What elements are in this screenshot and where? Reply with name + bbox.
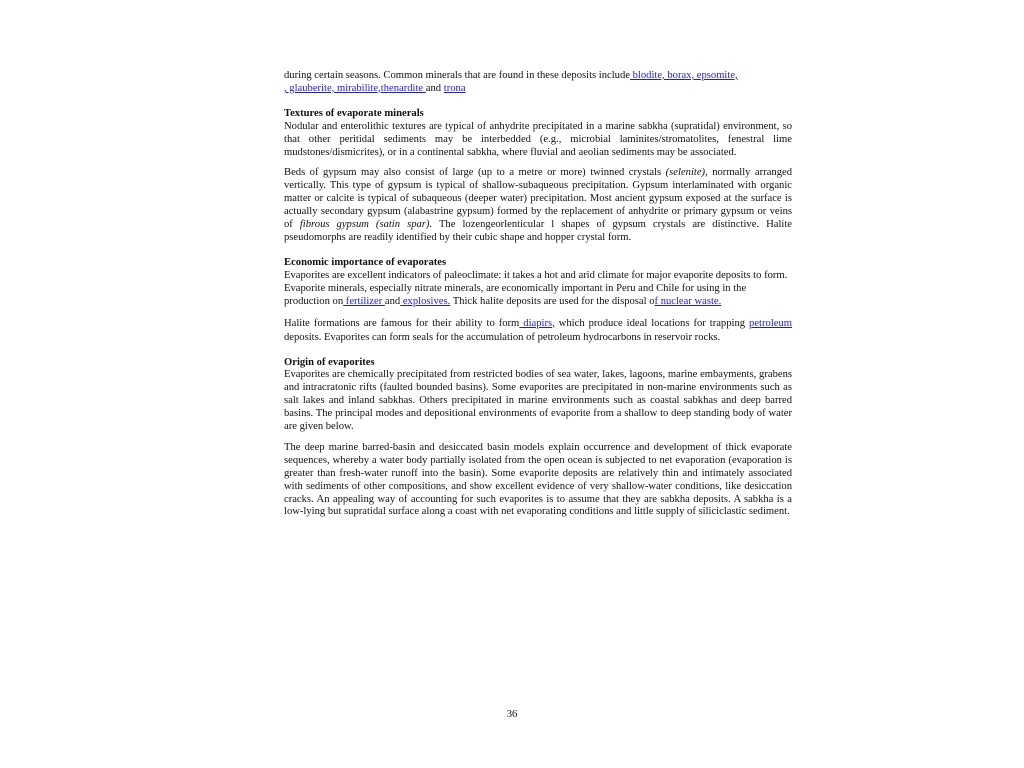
link-diapirs[interactable]: diapirs, [519, 317, 555, 329]
intro-paragraph [284, 70, 792, 96]
economic-p2-text-b: which produce ideal locations for trapping [554, 317, 750, 329]
link-minerals-2[interactable]: , glauberite, mirabilite,thenardite [284, 82, 426, 94]
selenite-term: (selenite), [665, 167, 708, 179]
link-explosives[interactable]: explosives. [400, 295, 451, 307]
link-minerals-1[interactable]: blodite, borax, epsomite, [629, 70, 738, 81]
intro-text: during certain seasons. Common minerals that are found in these deposits include [284, 70, 630, 81]
textures-paragraph-1: Nodular and enterolithic textures are typical of anhydrite precipitated in a marine sabkha (supratidal) environment, so that other peritidal sediments may be interbedded (e.g., microbial laminites/stromatolites, fenestral lime mudstones/dismicrites), or in a continental sabkha, where fluvial and aeolian sediments may be associated. [284, 120, 792, 158]
heading-textures: Textures of evaporate minerals [284, 107, 424, 119]
heading-origin: Origin of evaporites [284, 356, 375, 368]
economic-p2-text-a: Halite formations are famous for their ability to form [284, 317, 520, 329]
textures-paragraph-2 [284, 167, 792, 244]
fibrous-gypsum-term: fibrous gypsum (satin spar). [299, 219, 433, 231]
link-petroleum[interactable]: petroleum [749, 317, 792, 329]
textures-p2-text-a: Beds of gypsum may also consist of large (up to a metre or more) twinned crystals [284, 167, 666, 179]
document-page [284, 70, 792, 519]
origin-paragraph-1: Evaporites are chemically precipitated from restricted bodies of sea water, lakes, lagoons, marine embayments, grabens and intracratonic rifts (faulted bounded basins). Some evaporites are precipitated in non-marine environments such as salt lakes and inland sabkhas. Others precipitated in marine environments such as coastal sabkhas and deep barred basins. The principal modes and depositional environments of evaporite from a shallow to deep standing body of water are given below. [284, 369, 792, 433]
intro-and: and [425, 82, 444, 94]
textures-p2-text-b: normally arranged vertically. This type of gypsum is typical of shallow-subaqueous precipitation. Gypsum interlaminated with organic matter or calcite is typical of subaqueous (deeper water) precipitation. Most ancient gypsum exposed at the surface is actually secondary gypsum (alabastrine gypsum) formed by the replacement of anhydrite or primary gypsum or veins of [284, 167, 792, 231]
textures-p2-text-c: The lozengeorlenticular l shapes of gypsum crystals are distinctive. Halite pseudomorphs are readily identified by their cubic shape and hopper crystal form. [284, 219, 792, 243]
economic-paragraph-2 [284, 317, 792, 345]
economic-paragraph-1 [284, 270, 792, 309]
origin-paragraph-2: The deep marine barred-basin and desiccated basin models explain occurrence and development of thick evaporate sequences, whereby a water body partially isolated from the open ocean is subjected to net evaporation (evaporation is greater than fresh-water runoff into the basin). Some evaporite deposits are relatively thin and intimately associated with sediments of other compositions, and show excellent evidence of very shallow-water conditions, like desiccation cracks. An appealing way of accounting for such evaporites is to assume that they are sabkha deposits. A sabkha is a low-lying but supratidal surface along a coast with net evaporating conditions and little supply of siliciclastic sediment. [284, 441, 792, 518]
link-trona[interactable]: trona [443, 82, 466, 94]
link-nuclear-waste[interactable]: f nuclear waste. [654, 295, 722, 307]
economic-p1-text-a: Evaporites are excellent indicators of paleoclimate: it takes a hot and arid climate for major evaporite deposits to form. Evaporite minerals, especially nitrate minerals, are economically important in Peru and Chile for using in the production on [284, 269, 788, 307]
economic-p2-text-c: deposits. Evaporites can form seals for the accumulation of petroleum hydrocarbons in reservoir rocks. [284, 331, 721, 343]
economic-p1-text-c: Thick halite deposits are used for the disposal o [450, 295, 655, 307]
page-number: 36 [506, 709, 518, 720]
link-fertilizer[interactable]: fertilizer [343, 295, 385, 307]
economic-p1-and: and [384, 295, 401, 307]
heading-economic: Economic importance of evaporates [284, 256, 447, 268]
